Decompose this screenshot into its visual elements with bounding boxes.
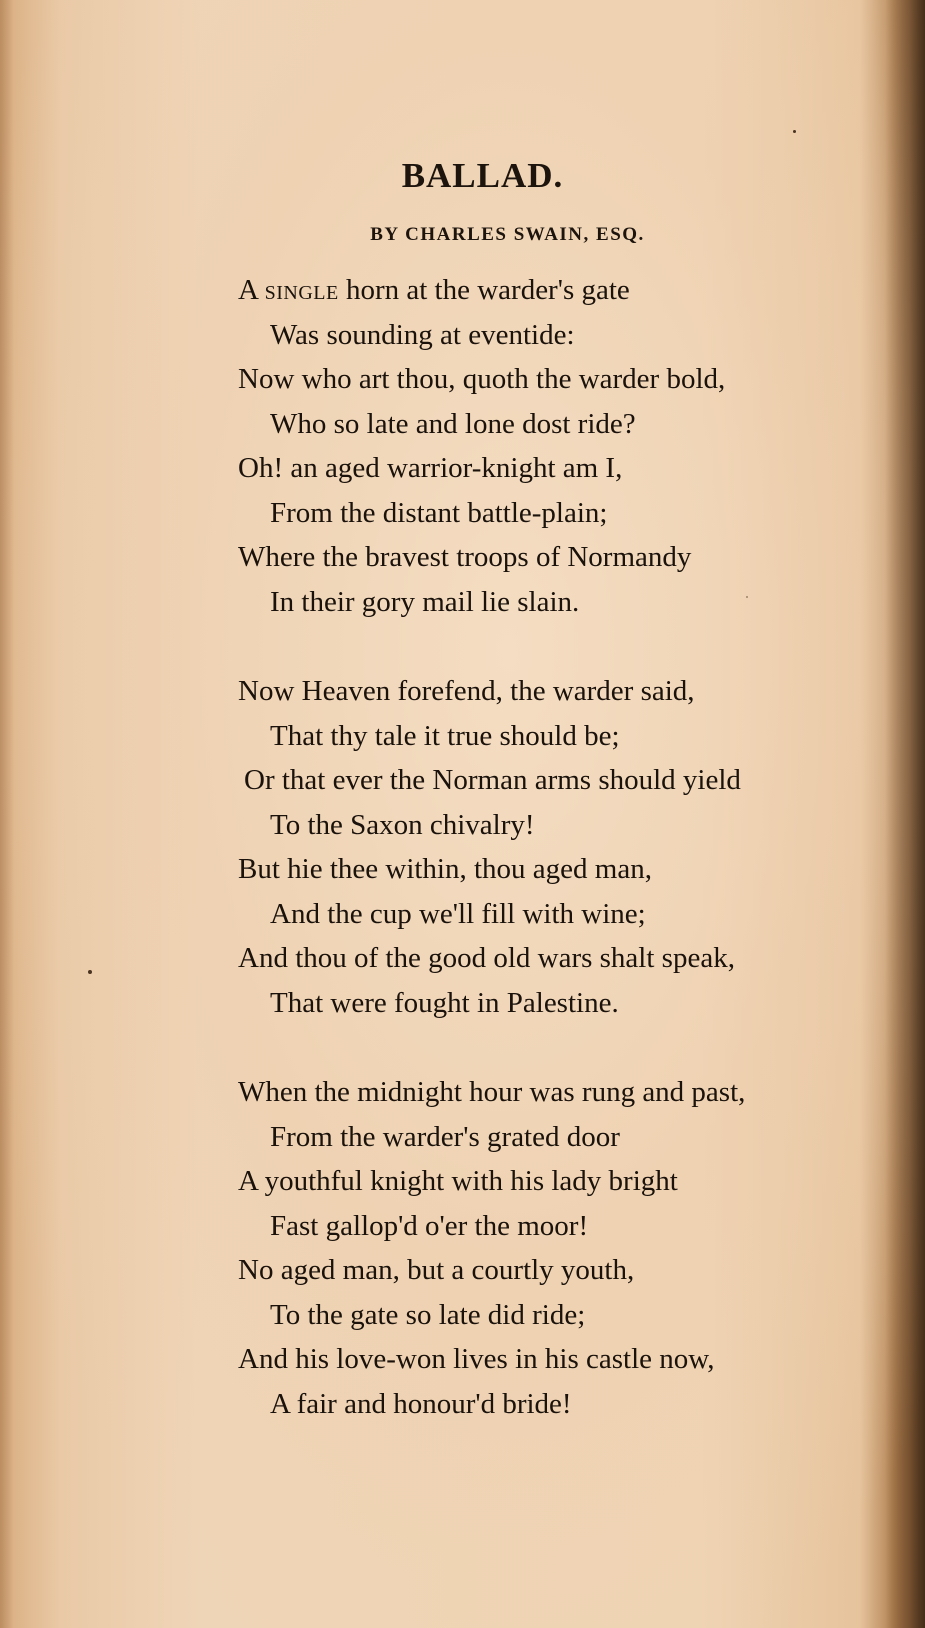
poem-line: Was sounding at eventide: [270,318,575,351]
poem-first-word: A [238,274,265,306]
paper-speck [88,970,92,974]
poem-first-line-rest: horn at the warder's gate [338,274,630,306]
poem-line: Oh! an aged warrior-knight am I, [238,452,623,484]
poem-line: No aged man, but a courtly youth, [238,1254,635,1286]
poem-line: And thou of the good old wars shalt speak, [238,942,735,974]
poem-title: BALLAD. [401,156,564,195]
poem-line: Now who art thou, quoth the warder bold, [238,363,726,395]
stanza-gap [238,624,878,669]
poem-first-word-smallcaps: single [264,274,339,306]
poem-line: That were fought in Palestine. [270,986,619,1019]
poem-line: A fair and honour'd bride! [270,1387,572,1420]
poem-line: And the cup we'll fill with wine; [270,897,646,930]
stanza-gap [238,1025,878,1070]
poem-line: Now Heaven forefend, the warder said, [238,675,695,707]
poem-line: Or that ever the Norman arms should yield [244,764,741,796]
poem-line: From the distant battle-plain; [270,496,608,529]
poem-line: Fast gallop'd o'er the moor! [270,1209,589,1242]
poem-line: Who so late and lone dost ride? [270,407,636,440]
paper-speck [746,596,748,598]
poem-line: When the midnight hour was rung and past, [238,1076,746,1108]
paper-speck [793,130,796,133]
poem-line: In their gory mail lie slain. [270,585,580,618]
poem-line [238,268,878,313]
poem-body [238,268,878,1426]
poem-line: To the Saxon chivalry! [270,808,535,841]
poem-line: From the warder's grated door [270,1120,620,1153]
poem-line: That thy tale it true should be; [270,719,620,752]
poem-line: But hie thee within, thou aged man, [238,853,652,885]
poem-line: A youthful knight with his lady bright [238,1165,678,1197]
poem-line: To the gate so late did ride; [270,1298,586,1331]
poem-byline: BY CHARLES SWAIN, ESQ. [370,224,645,245]
poem-line: Where the bravest troops of Normandy [238,541,692,573]
poem-line: And his love-won lives in his castle now, [238,1343,715,1375]
